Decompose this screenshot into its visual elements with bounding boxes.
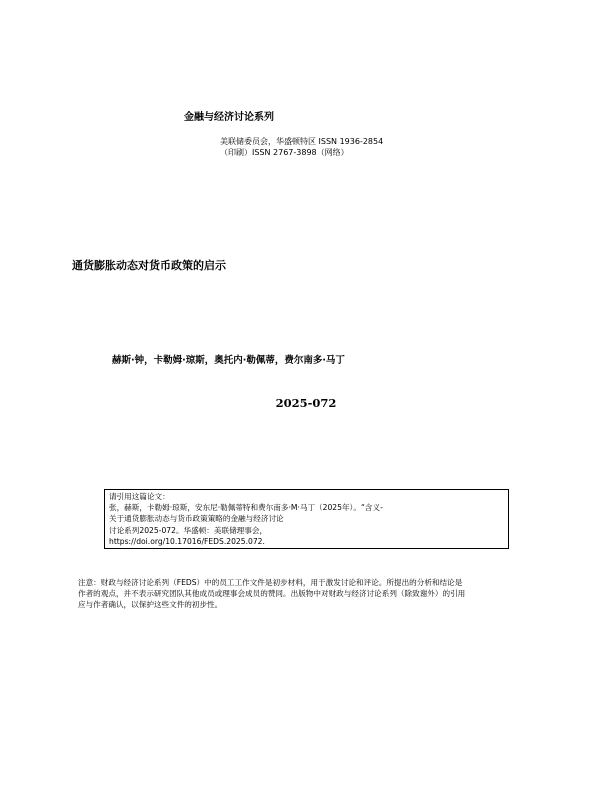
issn-line-2: （印刷）ISSN 2767-3898（网络） [220,148,349,157]
citation-heading: 请引用这篇论文： [109,492,170,501]
citation-line: 讨论系列2025-072。华盛顿：美联储理事会， [109,525,268,535]
citation-box [104,489,509,549]
authors: 赫斯·钟，卡勒姆·琼斯，奥托内·勒佩蒂，费尔南多·马丁 [112,355,345,366]
paper-number: 2025-072 [275,396,337,410]
disclaimer-line: 应与作者确认，以保护这些文件的初步性。 [78,600,223,609]
paper-title: 通货膨胀动态对货币政策的启示 [72,259,226,272]
disclaimer-note [78,577,538,610]
disclaimer-line: 注意：财政与经济讨论系列（FEDS）中的员工工作文件是初步材料，用于激发讨论和评论。所提出的分析和结论是 [78,578,463,587]
citation-line: 关于通货膨胀动态与货币政策策略的金融与经济讨论 [109,514,284,524]
citation-line: 张，赫斯，卡勒姆·琼斯，安东尼·勒佩蒂特和费尔南多·M·马丁（2025年）。“含义- [109,503,383,513]
citation-doi-link[interactable]: https://doi.org/10.17016/FEDS.2025.072. [109,536,265,546]
disclaimer-line: 作者的观点，并不表示研究团队其他成员或理事会成员的赞同。出版物中对财政与经济讨论系列（除致谢外）的引用 [78,589,466,598]
issn-line-1: 美联储委员会，华盛顿特区 ISSN 1936-2854 [220,137,384,146]
series-title: 金融与经济讨论系列 [184,112,274,123]
